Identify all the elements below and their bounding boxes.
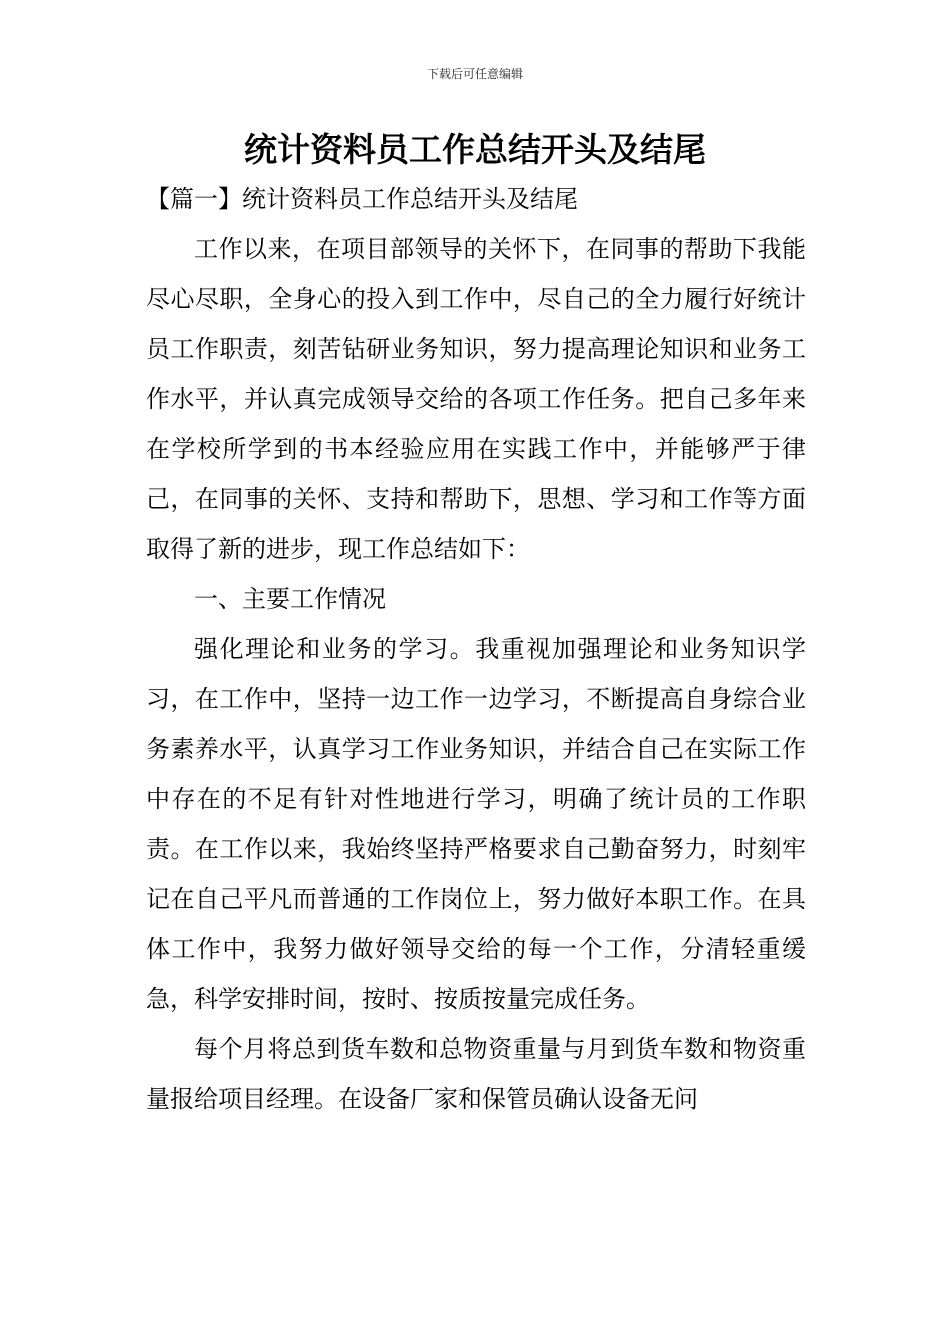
document-body: [146, 224, 806, 1124]
paragraph-intro: 工作以来，在项目部领导的关怀下，在同事的帮助下我能尽心尽职，全身心的投入到工作中，尽自己的全力履行好统计员工作职责，刻苦钻研业务知识，努力提高理论知识和业务工作水平，并认真完成领导交给的各项工作任务。把自己多年来在学校所学到的书本经验应用在实践工作中，并能够严于律己，在同事的关怀、支持和帮助下，思想、学习和工作等方面取得了新的进步，现工作总结如下：: [146, 235, 806, 563]
document-title: 统计资料员工作总结开头及结尾: [244, 130, 706, 169]
paragraph-monthly-report: 每个月将总到货车数和总物资重量与月到货车数和物资重量报给项目经理。在设备厂家和保管员确认设备无问: [146, 1035, 806, 1113]
paragraph-subheading: 一、主要工作情况: [194, 585, 386, 613]
header-note: 下载后可任意编辑: [426, 67, 523, 81]
section-heading: 【篇一】统计资料员工作总结开头及结尾: [146, 185, 578, 213]
paragraph-study: 强化理论和业务的学习。我重视加强理论和业务知识学习，在工作中，坚持一边工作一边学习，不断提高自身综合业务素养水平，认真学习工作业务知识，并结合自己在实际工作中存在的不足有针对性地进行学习，明确了统计员的工作职责。在工作以来，我始终坚持严格要求自己勤奋努力，时刻牢记在自己平凡而普通的工作岗位上，努力做好本职工作。在具体工作中，我努力做好领导交给的每一个工作，分清轻重缓急，科学安排时间，按时、按质按量完成任务。: [146, 635, 806, 1013]
